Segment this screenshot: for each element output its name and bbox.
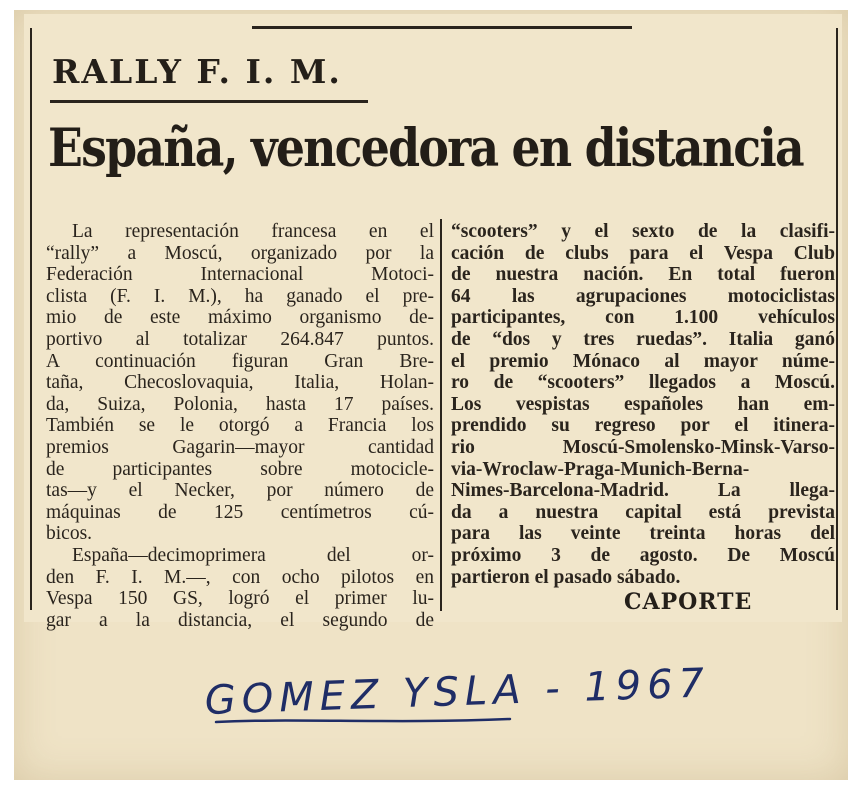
body-line: da a nuestra capital está prevista	[451, 501, 835, 523]
body-line: via-Wroclaw-Praga-Munich-Berna-	[451, 458, 750, 480]
body-line: Nimes-Barcelona-Madrid. La llega-	[451, 480, 835, 502]
handwritten-annotation: GOMEZ YSLA - 1967	[204, 660, 711, 724]
body-line: La representación francesa en el	[72, 221, 434, 242]
body-line: cación de clubs para el Vespa Club	[451, 242, 835, 264]
body-line: clista (F. I. M.), ha ganado el pre-	[46, 285, 434, 307]
byline: CAPORTE	[624, 589, 753, 615]
body-line: 64 las agrupaciones motociclistas	[451, 285, 835, 307]
body-line: “rally” a Moscú, organizado por la	[46, 242, 434, 264]
body-line: partieron el pasado sábado.	[451, 566, 681, 588]
body-line: rio Moscú-Smolensko-Minsk-Varso-	[451, 436, 835, 458]
body-line: premios Gagarin—mayor cantidad	[46, 436, 434, 458]
body-line: mio de este máximo organismo de-	[46, 307, 434, 329]
body-line: portivo al totalizar 264.847 puntos.	[46, 328, 434, 350]
right-border	[836, 28, 838, 610]
column-2	[451, 221, 835, 588]
top-rule	[252, 26, 632, 29]
handwritten-underline	[214, 715, 514, 727]
newspaper-clipping	[14, 10, 848, 780]
section-kicker: RALLY F. I. M.	[52, 52, 342, 91]
body-line: próximo 3 de agosto. De Moscú	[451, 544, 835, 566]
headline: España, vencedora en distancia	[48, 118, 803, 179]
body-line: participantes, con 1.100 vehículos	[451, 307, 835, 329]
body-line: den F. I. M.—, con ocho pilotos en	[46, 566, 434, 588]
column-1	[46, 221, 434, 631]
body-line: gar a la distancia, el segundo de	[46, 609, 434, 631]
body-line: de nuestra nación. En total fueron	[451, 264, 835, 286]
article-block	[24, 14, 842, 631]
body-line: para las veinte treinta horas del	[451, 523, 835, 545]
left-border	[30, 28, 32, 610]
body-line: Los vespistas españoles han em-	[451, 393, 835, 415]
body-line: da, Suiza, Polonia, hasta 17 países.	[46, 393, 434, 415]
kicker-rule	[50, 100, 368, 103]
body-line: ro de “scooters” llegados a Moscú.	[451, 372, 835, 394]
body-line: de participantes sobre motocicle-	[46, 458, 434, 480]
body-line: España—decimoprimera del or-	[72, 544, 434, 566]
body-line: Vespa 150 GS, logró el primer lu-	[46, 588, 434, 610]
body-line: También se le otorgó a Francia los	[46, 415, 434, 437]
body-line: “scooters” y el sexto de la clasifi-	[451, 221, 835, 242]
body-line: prendido su regreso por el itinera-	[451, 415, 835, 437]
body-line: el premio Mónaco al mayor núme-	[451, 350, 835, 372]
body-line: de “dos y tres ruedas”. Italia ganó	[451, 328, 835, 350]
body-line: máquinas de 125 centímetros cú-	[46, 501, 434, 523]
column-separator	[440, 219, 442, 611]
body-line: bicos.	[46, 523, 93, 545]
body-line: tas—y el Necker, por número de	[46, 480, 434, 502]
body-line: taña, Checoslovaquia, Italia, Holan-	[46, 372, 434, 394]
body-line: Federación Internacional Motoci-	[46, 264, 434, 286]
body-line: A continuación figuran Gran Bre-	[46, 350, 434, 372]
